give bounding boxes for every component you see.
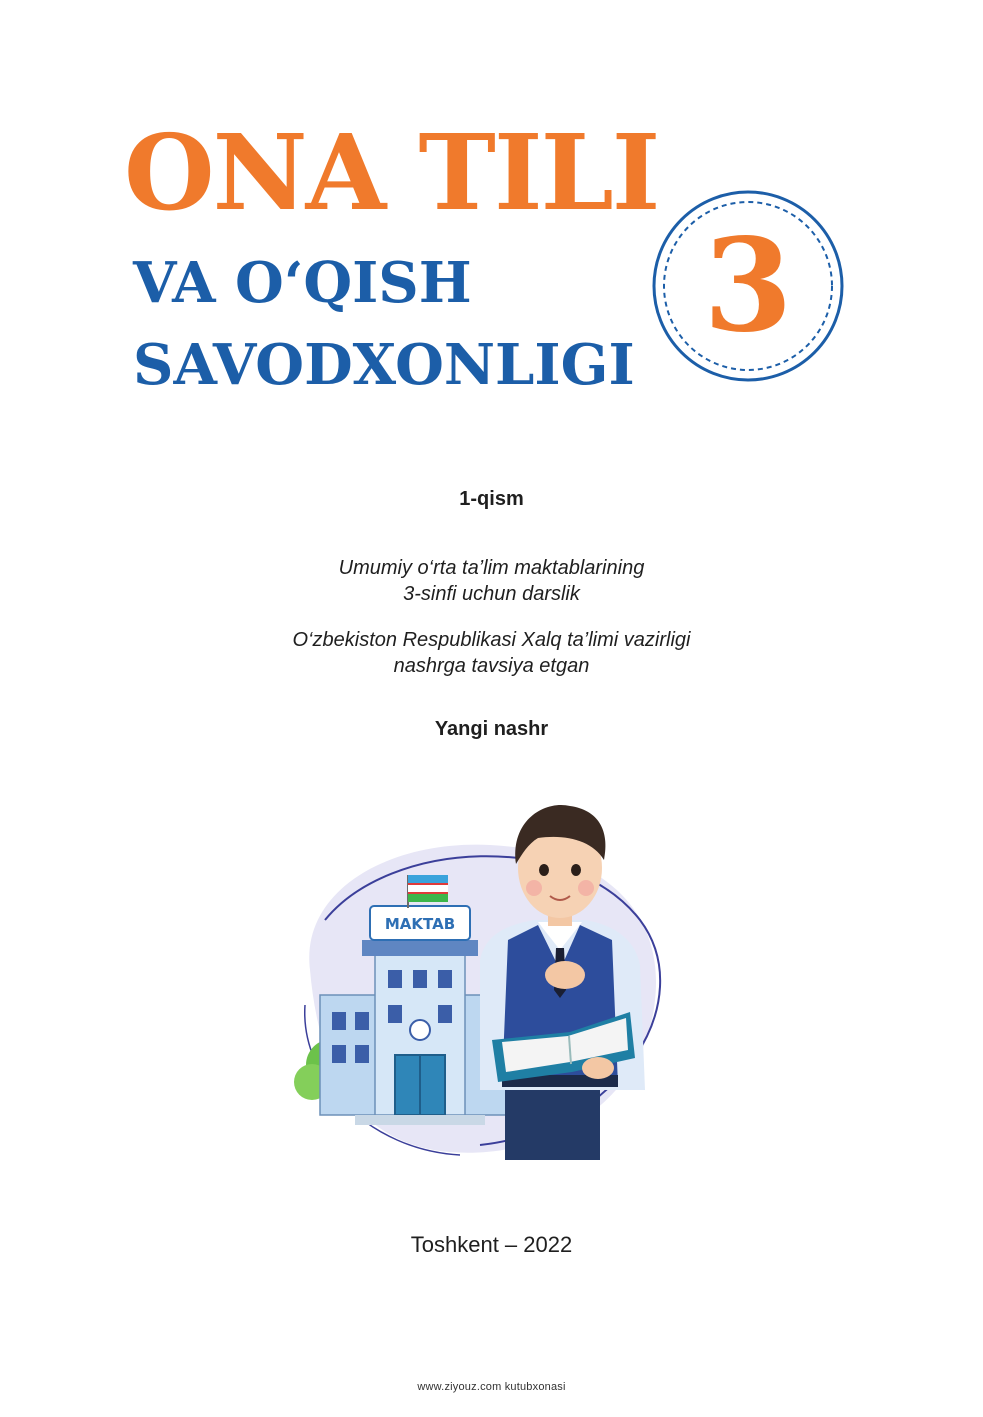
school-sign-text: MAKTAB <box>384 915 456 933</box>
grade-badge <box>650 188 846 384</box>
boy-with-book-illustration <box>280 800 680 1170</box>
recommendation-line1: O‘zbekiston Respublikasi Xalq ta’limi vazirligi <box>292 629 691 651</box>
part-label: 1-qism <box>459 488 524 510</box>
book-title-main: ONA TILI <box>124 111 659 234</box>
cover-illustration <box>280 800 680 1170</box>
edition-label: Yangi nashr <box>434 718 549 740</box>
description-line2: 3-sinfi uchun darslik <box>403 583 580 605</box>
uzbekistan-flag-icon <box>408 875 448 902</box>
clock-icon <box>410 1020 430 1040</box>
city-year: Toshkent – 2022 <box>410 1232 573 1257</box>
grade-number: 3 <box>703 211 793 361</box>
recommendation-line2: nashrga tavsiya etgan <box>393 655 590 677</box>
book-title-sub-line2: SAVODXONLIGI <box>133 332 635 398</box>
footer-watermark: www.ziyouz.com kutubxonasi <box>417 1381 566 1393</box>
description <box>0 555 983 607</box>
book-title-sub-line1: VA O‘QISH <box>133 250 472 316</box>
description-line1: Umumiy o‘rta ta’lim maktablarining <box>338 557 645 579</box>
recommendation <box>0 627 983 679</box>
